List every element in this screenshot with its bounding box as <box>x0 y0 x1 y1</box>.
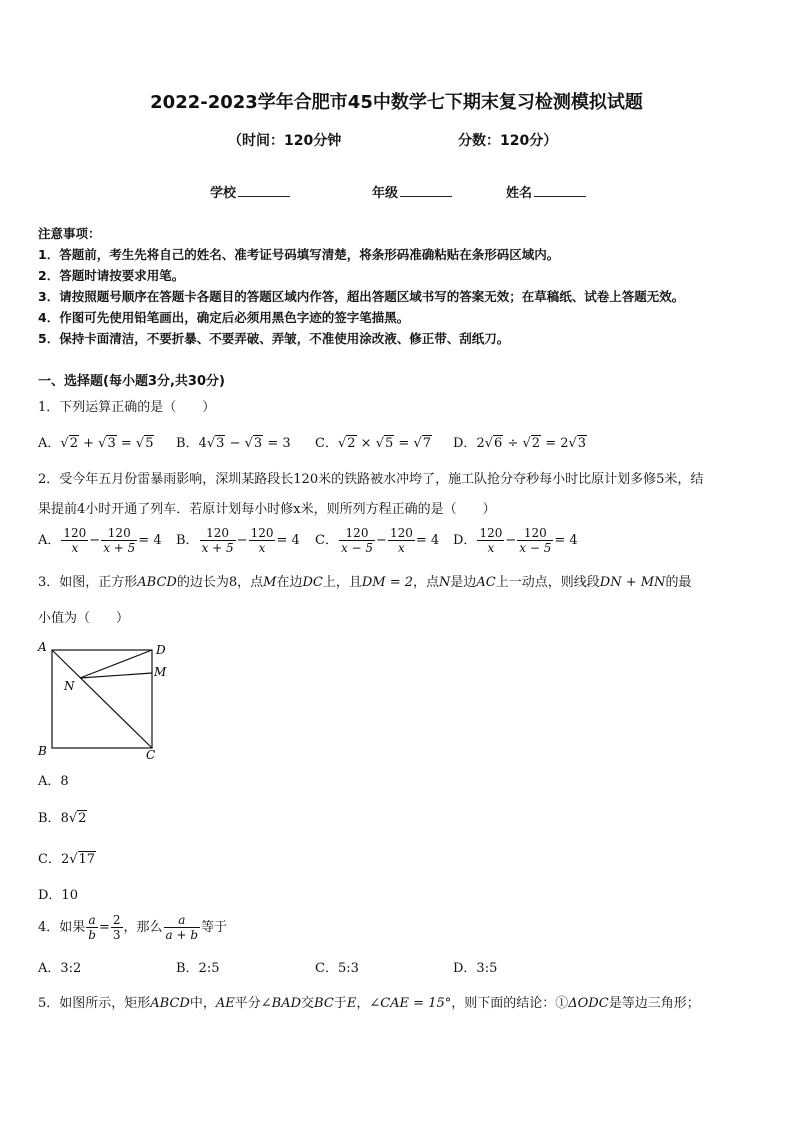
q2-option-a: A． $\frac{120}{x}$ − $\frac{120}{x + 5}$ = 4 <box>38 526 162 555</box>
time-label: （时间：120分钟 <box>228 133 342 149</box>
q3-option-d: D．10 <box>38 888 78 903</box>
q2-option-c: C． $\frac{120}{x - 5}$ − $\frac{120}{x}$ = 4 <box>315 526 440 555</box>
question-3-line-1: 3．如图，正方形ABCD的边长为8，点M在边DC上，且DM = 2，点N是边AC上一动点，则线段DN + MN的最 <box>38 575 692 590</box>
question-2-line-2: 果提前4小时开通了列车．若原计划每小时修x米，则所列方程正确的是（ ） <box>38 502 496 517</box>
label-m: M <box>154 665 167 679</box>
grade-field: 年级 <box>372 182 452 201</box>
q1-option-b: B．4√3 − √3 = 3 <box>176 436 291 451</box>
q4-option-d: D．3:5 <box>453 961 498 976</box>
square-figure <box>34 640 174 762</box>
notice-heading: 注意事项： <box>38 226 101 241</box>
diagonal-ac <box>52 650 152 748</box>
q4-option-b: B．2:5 <box>176 961 220 976</box>
school-field: 学校 <box>210 182 290 201</box>
question-3-line-2: 小值为（ ） <box>38 611 130 626</box>
q3-option-c: C．2√17 <box>38 852 96 867</box>
name-field: 姓名 <box>506 182 586 201</box>
q1-option-d: D．2√6 ÷ √2 = 2√3 <box>453 436 587 451</box>
label-n: N <box>64 679 75 693</box>
label-b: B <box>38 744 47 758</box>
page-title: 2022-2023学年合肥市45中数学七下期末复习检测模拟试题 <box>150 92 643 113</box>
q3-option-a: A．8 <box>38 774 69 789</box>
question-1-stem: 1．下列运算正确的是（ ） <box>38 400 216 415</box>
q2-option-b: B． $\frac{120}{x + 5}$ − $\frac{120}{x}$ = 4 <box>176 526 300 555</box>
score-label: 分数：120分） <box>458 133 558 149</box>
question-4-stem: 4．如果 $\frac{a}{b}$ = $\frac{2}{3}$ ，那么 $\frac{a}{a + b}$ 等于 <box>38 913 228 942</box>
question-5-stem: 5．如图所示，矩形ABCD中，AE平分∠BAD交BC于E，∠CAE = 15°，则下面的结论：①ΔODC是等边三角形； <box>38 996 700 1011</box>
label-c: C <box>146 748 156 762</box>
notice-item: 2．答题时请按要求用笔。 <box>38 268 185 283</box>
notice-item: 5．保持卡面清洁，不要折暴、不要弄破、弄皱，不准使用涂改液、修正带、刮纸刀。 <box>38 331 510 346</box>
notice-item: 1．答题前，考生先将自己的姓名、准考证号码填写清楚，将条形码准确粘贴在条形码区域内。 <box>38 247 560 262</box>
section-heading: 一、选择题(每小题3分,共30分) <box>38 374 225 389</box>
q1-option-a: A．√2 + √3 = √5 <box>38 436 154 451</box>
q3-option-b: B．8√2 <box>38 811 87 826</box>
notice-item: 4．作图可先使用铅笔画出，确定后必须用黑色字迹的签字笔描黑。 <box>38 310 410 325</box>
q1-option-c: C．√2 × √5 = √7 <box>315 436 432 451</box>
q4-option-c: C．5:3 <box>315 961 359 976</box>
q2-option-d: D． $\frac{120}{x}$ − $\frac{120}{x - 5}$ = 4 <box>453 526 578 555</box>
question-2-line-1: 2．受今年五月份雷暴雨影响，深圳某路段长120米的铁路被水冲垮了，施工队抢分夺秒每小时比原计划多修5米，结 <box>38 472 704 487</box>
notice-item: 3．请按照题号顺序在答题卡各题目的答题区域内作答，超出答题区域书写的答案无效；在草稿纸、试卷上答题无效。 <box>38 289 685 304</box>
label-a: A <box>38 640 47 654</box>
label-d: D <box>156 643 166 657</box>
q4-option-a: A．3:2 <box>38 961 82 976</box>
